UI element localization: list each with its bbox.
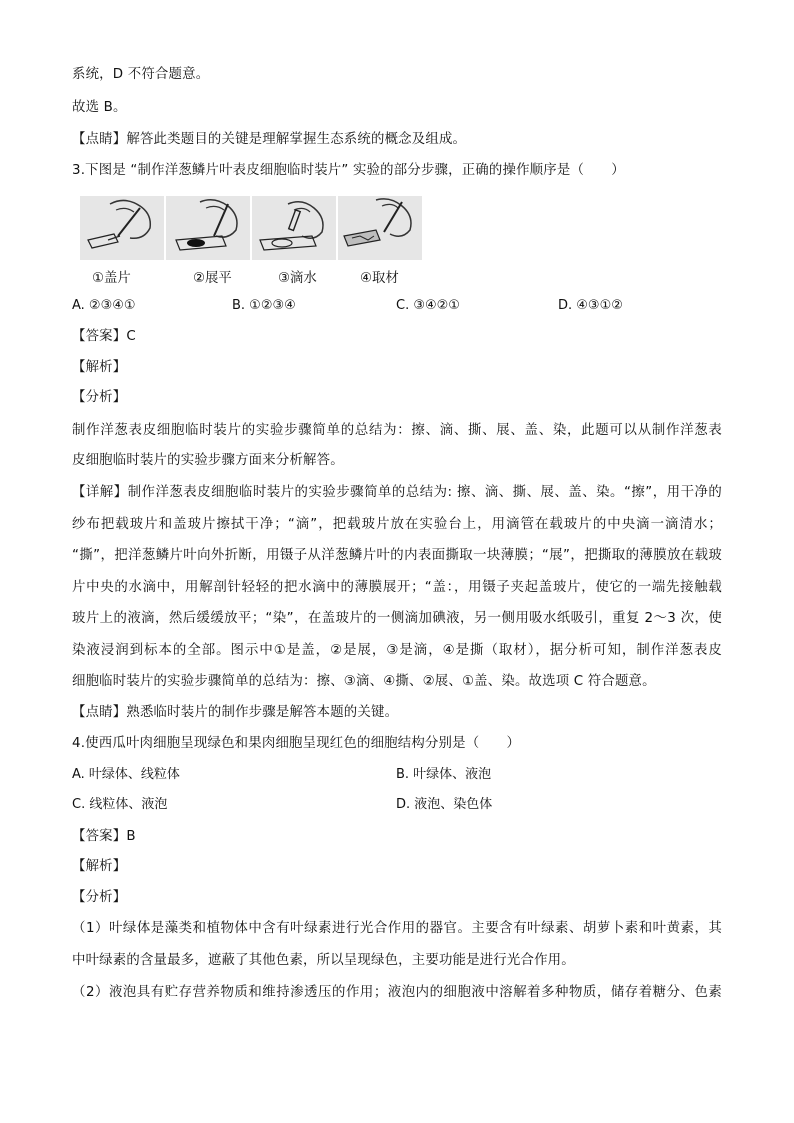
- q4-option-c: C. 线粒体、液泡: [72, 797, 168, 812]
- paragraph-line: （2）液泡具有贮存营养物质和维持渗透压的作用；液泡内的细胞液中溶解着多种物质，储存着糖分、色素: [72, 985, 722, 1000]
- question-3: 3.下图是 “制作洋葱鳞片叶表皮细胞临时装片” 实验的部分步骤，正确的操作顺序是（ ）: [72, 163, 625, 178]
- fenxi-heading-4: 【分析】: [72, 890, 127, 905]
- step-image-spread: [166, 196, 250, 260]
- analysis-heading-4: 【解析】: [72, 859, 127, 874]
- detail-line: 【详解】制作洋葱表皮细胞临时装片的实验步骤简单的总结为: 擦、滴、撕、展、盖、染。“擦”，用干净的: [72, 485, 722, 500]
- question-4: 4.使西瓜叶肉细胞呈现绿色和果肉细胞呈现红色的细胞结构分别是（ ）: [72, 736, 521, 751]
- figure-caption-1: ①盖片: [92, 271, 131, 286]
- detail-line: 细胞临时装片的实验步骤简单的总结为：擦、③滴、④撕、②展、①盖、染。故选项 C 符合题意。: [72, 674, 656, 689]
- step-image-drip-water: [252, 196, 336, 260]
- figure-caption-4: ④取材: [360, 271, 399, 286]
- step-image-take-material: [338, 196, 422, 260]
- experiment-steps-figure: [80, 196, 422, 260]
- figure-caption-3: ③滴水: [278, 271, 317, 286]
- q3-option-d: D. ④③①②: [558, 298, 623, 313]
- text-line: 系统，D 不符合题意。: [72, 67, 210, 82]
- q3-option-b: B. ①②③④: [232, 298, 296, 313]
- paragraph-line: 皮细胞临时装片的实验步骤方面来分析解答。: [72, 453, 344, 468]
- q4-option-d: D. 液泡、染色体: [396, 797, 493, 812]
- q3-option-c: C. ③④②①: [396, 298, 460, 313]
- tip-line: 【点睛】熟悉临时装片的制作步骤是解答本题的关键。: [72, 705, 399, 720]
- fenxi-heading-3: 【分析】: [72, 390, 127, 405]
- step-image-cover-slip: [80, 196, 164, 260]
- paragraph-line: 制作洋葱表皮细胞临时装片的实验步骤简单的总结为：擦、滴、撕、展、盖、染，此题可以从制作洋葱表: [72, 423, 722, 438]
- text-line: 故选 B。: [72, 100, 127, 115]
- q3-option-a: A. ②③④①: [72, 298, 136, 313]
- detail-line: 染液浸润到标本的全部。图示中①是盖，②是展，③是滴，④是撕（取材），据分析可知，制作洋葱表皮: [72, 643, 722, 658]
- paragraph-line: 中叶绿素的含量最多，遮蔽了其他色素，所以呈现绿色，主要功能是进行光合作用。: [72, 953, 575, 968]
- detail-line: “撕”，把洋葱鳞片叶向外折断，用镊子从洋葱鳞片叶的内表面撕取一块薄膜；“展”，把撕取的薄膜放在载玻: [72, 548, 722, 563]
- detail-line: 玻片上的液滴，然后缓缓放平；“染”，在盖玻片的一侧滴加碘液，另一侧用吸水纸吸引，重复 2～3 次，使: [72, 611, 722, 626]
- paragraph-line: （1）叶绿体是藻类和植物体中含有叶绿素进行光合作用的器官。主要含有叶绿素、胡萝卜素和叶黄素，其: [72, 921, 722, 936]
- answer-3: 【答案】C: [72, 329, 136, 344]
- answer-4: 【答案】B: [72, 829, 136, 844]
- detail-line: 纱布把载玻片和盖玻片擦拭干净；“滴”，把载玻片放在实验台上，用滴管在载玻片的中央滴一滴清水；: [72, 517, 722, 532]
- detail-line: 片中央的水滴中，用解剖针轻轻的把水滴中的薄膜展开；“盖：，用镊子夹起盖玻片，使它的一端先接触载: [72, 580, 722, 595]
- q4-option-b: B. 叶绿体、液泡: [396, 767, 492, 782]
- q4-option-a: A. 叶绿体、线粒体: [72, 767, 180, 782]
- analysis-heading-3: 【解析】: [72, 360, 127, 375]
- tip-line: 【点睛】解答此类题目的关键是理解掌握生态系统的概念及组成。: [72, 132, 467, 147]
- figure-caption-2: ②展平: [193, 271, 232, 286]
